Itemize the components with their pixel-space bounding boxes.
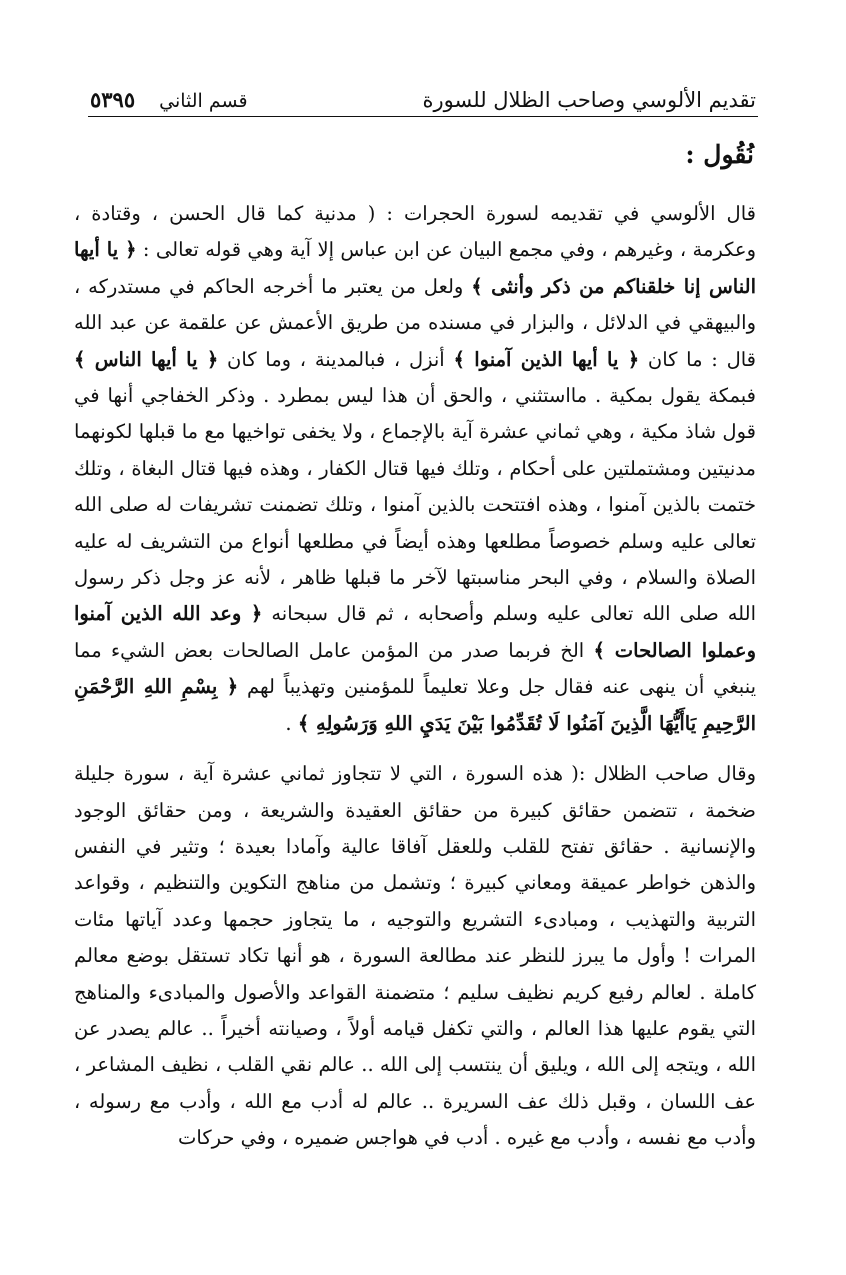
text-span: أنزل ، فبالمدينة ، وما كان xyxy=(218,347,454,371)
quran-quote: ﴿ وعد الله الذين آمنوا وعملوا الصالحات ﴾ xyxy=(74,602,756,662)
header-meta xyxy=(90,87,248,112)
text-span: . xyxy=(285,711,298,735)
running-header xyxy=(90,68,756,112)
quran-quote: ﴿ يا أيها الناس إنا خلقناكم من ذكر وأنثى ﴾ xyxy=(74,238,756,298)
page-number: ٥٣٩٥ xyxy=(90,87,136,112)
text-span: فبمكة يقول بمكية . مااستثني ، والحق أن هذا ليس بمطرد . وذكر الخفاجي أنها في قول شاذ مكية ، وهي ثماني عشرة آية بالإجماع ، ولا يخفى تواخيها مع ما قبلها لكونهما مدنيتين ومشتملتين على أحكام ، وتلك فيها قتال الكفار ، وهذه فيها قتال البغاة ، وتلك ختمت بالذين آمنوا ، وهذه افتتحت بالذين آمنوا ، وتلك تضمنت تشريفات له صلى الله تعالى عليه وسلم خصوصاً مطلعها وهذه أيضاً في مطلعها أنواع من التشريف له عليه الصلاة والسلام ، وفي البحر مناسبتها لآخر ما قبلها ظاهر ، لأنه عز وجل ذكر رسول الله صلى الله تعالى عليه وسلم وأصحابه ، ثم قال سبحانه xyxy=(74,384,756,626)
header-divider xyxy=(88,116,758,117)
text-span: قال الألوسي في تقديمه لسورة الحجرات : ( مدنية كما قال الحسن ، وقتادة ، وعكرمة ، وغيرهم ، وفي مجمع البيان عن ابن عباس إلا آية وهي قوله تعالى : xyxy=(74,202,756,262)
paragraph-alusi xyxy=(74,196,756,742)
quran-quote: ﴿ يا أيها الذين آمنوا ﴾ xyxy=(453,347,640,371)
paragraph-zilal xyxy=(74,756,756,1156)
section-heading: نُقُول : xyxy=(685,140,754,169)
header-section: قسم الثاني xyxy=(159,90,248,112)
header-title: تقديم الألوسي وصاحب الظلال للسورة xyxy=(422,88,756,112)
quran-quote: ﴿ بِسْمِ اللهِ الرَّحْمَنِ الرَّحِيمِ يَاأَيُّهَا الَّذِينَ آمَنُوا لَا تُقَدِّمُوا بَيْنَ يَدَيِ اللهِ وَرَسُولِهِ ﴾ xyxy=(74,675,756,735)
text-span: ولعل من يعتبر ما أخرجه الحاكم في مستدركه ، والبيهقي في الدلائل ، والبزار في مسنده من طريق الأعمش عن علقمة عن عبد الله قال : ما كان xyxy=(74,274,757,371)
text-span: وقال صاحب الظلال :( هذه السورة ، التي لا تتجاوز ثماني عشرة آية ، سورة جليلة ضخمة ، تتضمن حقائق كبيرة من حقائق العقيدة والشريعة ، ومن حقائق الوجود والإنسانية . حقائق تفتح للقلب وللعقل آفاقا عالية وآمادا بعيدة ؛ وتثير في النفس والذهن خواطر عميقة ومعاني كبيرة ؛ وتشمل من مناهج التكوين والتنظيم ، وقواعد التربية والتهذيب ، ومبادىء التشريع والتوجيه ، ما يتجاوز حجمها وعدد آياتها مئات المرات ! وأول ما يبرز للنظر عند مطالعة السورة ، هو أنها تكاد تستقل بوضع معالم كاملة . لعالم رفيع كريم نظيف سليم ؛ متضمنة القواعد والأصول والمبادىء والمناهج التي يقوم عليها هذا العالم ، والتي تكفل قيامه أولاً ، وصيانته أخيراً .. عالم يصدر عن الله ، ويتجه إلى الله ، ويليق أن ينتسب إلى الله .. عالم نقي القلب ، نظيف المشاعر ، عف اللسان ، وقبل ذلك عف السريرة .. عالم له أدب مع الله ، وأدب مع رسوله ، وأدب مع نفسه ، وأدب مع غيره . أدب في هواجس ضميره ، وفي حركات xyxy=(74,762,756,1150)
text-span: الخ فربما صدر من المؤمن عامل الصالحات بعض الشيء مما ينبغي أن ينهى عنه فقال جل وعلا تعليماً للمؤمنين وتهذيباً لهم xyxy=(74,638,757,699)
body-text xyxy=(74,196,756,1157)
quran-quote: ﴿ يا أيها الناس ﴾ xyxy=(74,347,219,371)
